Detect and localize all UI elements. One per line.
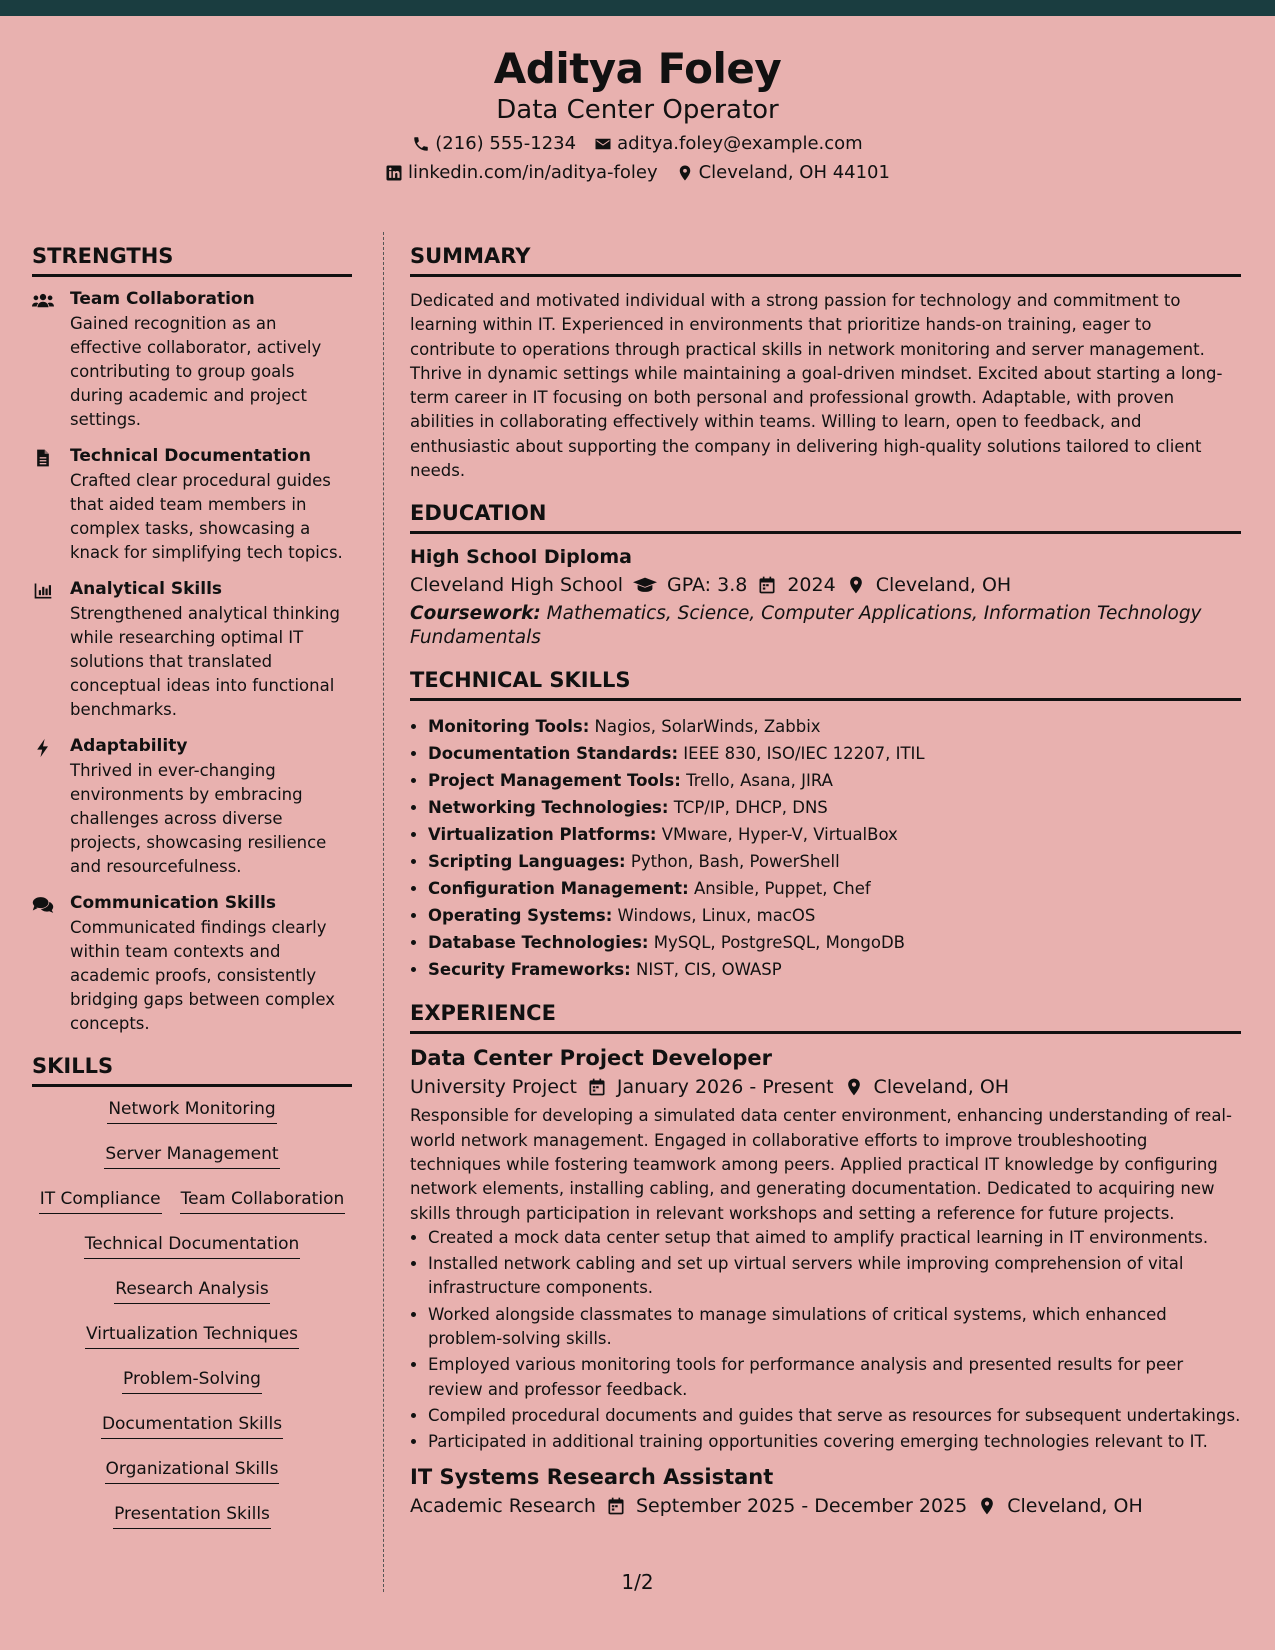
- skill-tag: Server Management: [104, 1144, 279, 1169]
- skill-tag: Problem-Solving: [122, 1369, 262, 1394]
- tech-skill-value: VMware, Hyper-V, VirtualBox: [661, 825, 898, 845]
- strength-title: Communication Skills: [70, 893, 276, 913]
- resume-header: [0, 16, 1275, 204]
- contact-row-1: [0, 133, 1275, 154]
- bolt-icon: [32, 738, 54, 758]
- bar-chart-icon: [32, 581, 54, 601]
- tech-skill-label: Operating Systems:: [428, 906, 613, 926]
- education-heading: EDUCATION: [410, 501, 1241, 534]
- calendar-icon: [757, 575, 777, 595]
- tech-skill-value: Ansible, Puppet, Chef: [693, 879, 871, 899]
- strength-item: [32, 289, 352, 432]
- list-item: • Created a mock data center setup that aimed to amplify practical learning in IT environments.: [428, 1226, 1241, 1250]
- job-bullets: [410, 1226, 1241, 1455]
- list-item: [428, 740, 1241, 767]
- tech-skill-label: Networking Technologies:: [428, 798, 669, 818]
- tech-skill-label: Scripting Languages:: [428, 852, 626, 872]
- list-item: [428, 956, 1241, 983]
- list-item: • Participated in additional training opportunities covering emerging technologies relevant to IT.: [428, 1430, 1241, 1454]
- tech-skill-label: Project Management Tools:: [428, 771, 681, 791]
- graduation-cap-icon: [633, 575, 657, 595]
- top-accent-bar: [0, 0, 1275, 16]
- list-item: [428, 848, 1241, 875]
- graduation-year: 2024: [787, 574, 836, 597]
- strength-item: [32, 736, 352, 879]
- tech-skill-value: Python, Bash, PowerShell: [630, 852, 840, 872]
- job-org: Academic Research: [410, 1494, 596, 1517]
- email-contact[interactable]: [594, 133, 863, 154]
- skill-tag: Network Monitoring: [107, 1099, 276, 1124]
- column-divider: [383, 232, 384, 1592]
- envelope-icon: [594, 135, 612, 153]
- location-text: Cleveland, OH 44101: [698, 162, 890, 183]
- tech-skill-label: Virtualization Platforms:: [428, 825, 657, 845]
- education-meta: [410, 574, 1241, 596]
- tech-skill-value: NIST, CIS, OWASP: [636, 960, 782, 980]
- job-dates: January 2026 - Present: [616, 1076, 834, 1099]
- page-number: 1/2: [621, 1570, 654, 1594]
- strength-title: Adaptability: [70, 736, 188, 756]
- skill-tag: Team Collaboration: [180, 1189, 346, 1214]
- experience-heading: EXPERIENCE: [410, 1001, 1241, 1034]
- list-item: • Compiled procedural documents and guides that serve as resources for subsequent undertakings.: [428, 1404, 1241, 1428]
- list-item: [428, 794, 1241, 821]
- map-pin-icon: [977, 1496, 997, 1516]
- map-pin-icon: [844, 1077, 864, 1097]
- degree-title: High School Diploma: [410, 546, 632, 569]
- job-title: Data Center Operator: [496, 95, 779, 125]
- strength-title: Analytical Skills: [70, 579, 223, 599]
- job-meta: [410, 1076, 1241, 1098]
- skill-tag: Presentation Skills: [113, 1504, 271, 1529]
- list-item: [428, 875, 1241, 902]
- calendar-icon: [587, 1077, 607, 1097]
- list-item: [428, 902, 1241, 929]
- list-item: [428, 821, 1241, 848]
- job-role-title: IT Systems Research Assistant: [410, 1464, 774, 1489]
- tech-skill-label: Monitoring Tools:: [428, 717, 590, 737]
- tech-skill-label: Security Frameworks:: [428, 960, 631, 980]
- linkedin-text[interactable]: linkedin.com/in/aditya-foley: [408, 162, 658, 183]
- job-org: University Project: [410, 1076, 577, 1099]
- strength-desc: Thrived in ever-changing environments by embracing challenges across diverse projects, showcasing resilience and resourcefulness.: [70, 761, 327, 876]
- map-pin-icon: [676, 164, 694, 182]
- technical-skills-heading: TECHNICAL SKILLS: [410, 668, 1241, 701]
- skill-tag: Technical Documentation: [84, 1234, 301, 1259]
- list-item: [428, 713, 1241, 740]
- phone-contact: [412, 133, 576, 154]
- summary-text: Dedicated and motivated individual with a strong passion for technology and commitment to learning within IT. Experienced in environments that prioritize hands-on training, eager to contribute to operations through practical skills in network monitoring and server management. Thrive in dynamic settings while maintaining a goal-driven mindset. Excited about starting a long-term career in IT focusing on both personal and professional growth. Adaptable, with proven abilities in collaborating effectively within teams. Willing to learn, open to feedback, and enthusiastic about supporting the company in delivering high-quality solutions tailored to client needs.: [410, 291, 1223, 481]
- tech-skill-label: Documentation Standards:: [428, 744, 679, 764]
- skill-tag: Virtualization Techniques: [85, 1324, 299, 1349]
- strength-title: Team Collaboration: [70, 289, 255, 309]
- list-item: [428, 767, 1241, 794]
- comments-icon: [32, 895, 54, 915]
- phone-icon: [412, 135, 430, 153]
- strength-item: [32, 893, 352, 1036]
- tech-skill-value: Trello, Asana, JIRA: [686, 771, 833, 791]
- school-location: Cleveland, OH: [875, 574, 1012, 597]
- strength-desc: Gained recognition as an effective collaborator, actively contributing to group goals during academic and project settings.: [70, 314, 322, 429]
- skill-tag: Documentation Skills: [101, 1414, 283, 1439]
- strength-desc: Strengthened analytical thinking while researching optimal IT solutions that translated conceptual ideas into functional benchmarks.: [70, 604, 340, 719]
- school-name: Cleveland High School: [410, 574, 624, 597]
- document-icon: [32, 448, 54, 468]
- skills-heading: SKILLS: [32, 1054, 352, 1087]
- coursework: [410, 602, 1241, 650]
- left-column: [32, 244, 352, 1549]
- calendar-icon: [606, 1496, 626, 1516]
- job-dates: September 2025 - December 2025: [635, 1494, 968, 1517]
- job-meta: [410, 1495, 1241, 1517]
- contact-row-2: [0, 162, 1275, 183]
- strength-desc: Communicated findings clearly within team contexts and academic proofs, consistently bridging gaps between complex concepts.: [70, 918, 335, 1033]
- tech-skill-value: Nagios, SolarWinds, Zabbix: [594, 717, 821, 737]
- strength-title: Technical Documentation: [70, 446, 311, 466]
- list-item: • Employed various monitoring tools for performance analysis and presented results for peer review and professor feedback.: [428, 1353, 1241, 1402]
- right-column: [410, 244, 1241, 1523]
- skill-tag: IT Compliance: [39, 1189, 162, 1214]
- linkedin-icon: [385, 164, 403, 182]
- strength-desc: Crafted clear procedural guides that aided team members in complex tasks, showcasing a knack for simplifying tech topics.: [70, 471, 343, 562]
- users-icon: [32, 291, 54, 311]
- strength-item: [32, 579, 352, 722]
- summary-heading: SUMMARY: [410, 244, 1241, 277]
- skills-list: [32, 1099, 352, 1529]
- skill-tag: Organizational Skills: [105, 1459, 280, 1484]
- coursework-label: Coursework:: [410, 603, 541, 625]
- list-item: [428, 929, 1241, 956]
- job-location: Cleveland, OH: [1007, 1494, 1143, 1517]
- job-role-title: Data Center Project Developer: [410, 1046, 772, 1071]
- coursework-text: Mathematics, Science, Computer Applications, Information Technology Fundamentals: [410, 603, 1202, 649]
- tech-skill-value: Windows, Linux, macOS: [617, 906, 816, 926]
- gpa-text: GPA: 3.8: [667, 574, 748, 597]
- strengths-heading: STRENGTHS: [32, 244, 352, 277]
- tech-skill-value: IEEE 830, ISO/IEC 12207, ITIL: [683, 744, 925, 764]
- job-location: Cleveland, OH: [873, 1076, 1010, 1099]
- phone-text: (216) 555-1234: [435, 133, 577, 154]
- technical-skills-list: [410, 713, 1241, 983]
- list-item: • Installed network cabling and set up virtual servers while improving comprehension of vital infrastructure components.: [428, 1252, 1241, 1301]
- email-text[interactable]: aditya.foley@example.com: [617, 133, 863, 154]
- tech-skill-value: MySQL, PostgreSQL, MongoDB: [653, 933, 905, 953]
- location-contact: [676, 162, 890, 183]
- skill-tag: Research Analysis: [114, 1279, 269, 1304]
- map-pin-icon: [846, 575, 866, 595]
- list-item: • Worked alongside classmates to manage simulations of critical systems, which enhanced problem-solving skills.: [428, 1303, 1241, 1352]
- job-description: Responsible for developing a simulated data center environment, enhancing understanding of real-world network management. Engaged in collaborative efforts to improve troubleshooting techniques while fostering teamwork among peers. Applied practical IT knowledge by configuring network elements, installing cabling, and generating documentation. Dedicated to acquiring new skills through participation in relevant workshops and setting a reference for future projects.: [410, 1106, 1232, 1223]
- tech-skill-label: Database Technologies:: [428, 933, 649, 953]
- linkedin-contact[interactable]: [385, 162, 658, 183]
- strength-item: [32, 446, 352, 565]
- tech-skill-value: TCP/IP, DHCP, DNS: [673, 798, 828, 818]
- candidate-name: Aditya Foley: [493, 44, 782, 93]
- tech-skill-label: Configuration Management:: [428, 879, 689, 899]
